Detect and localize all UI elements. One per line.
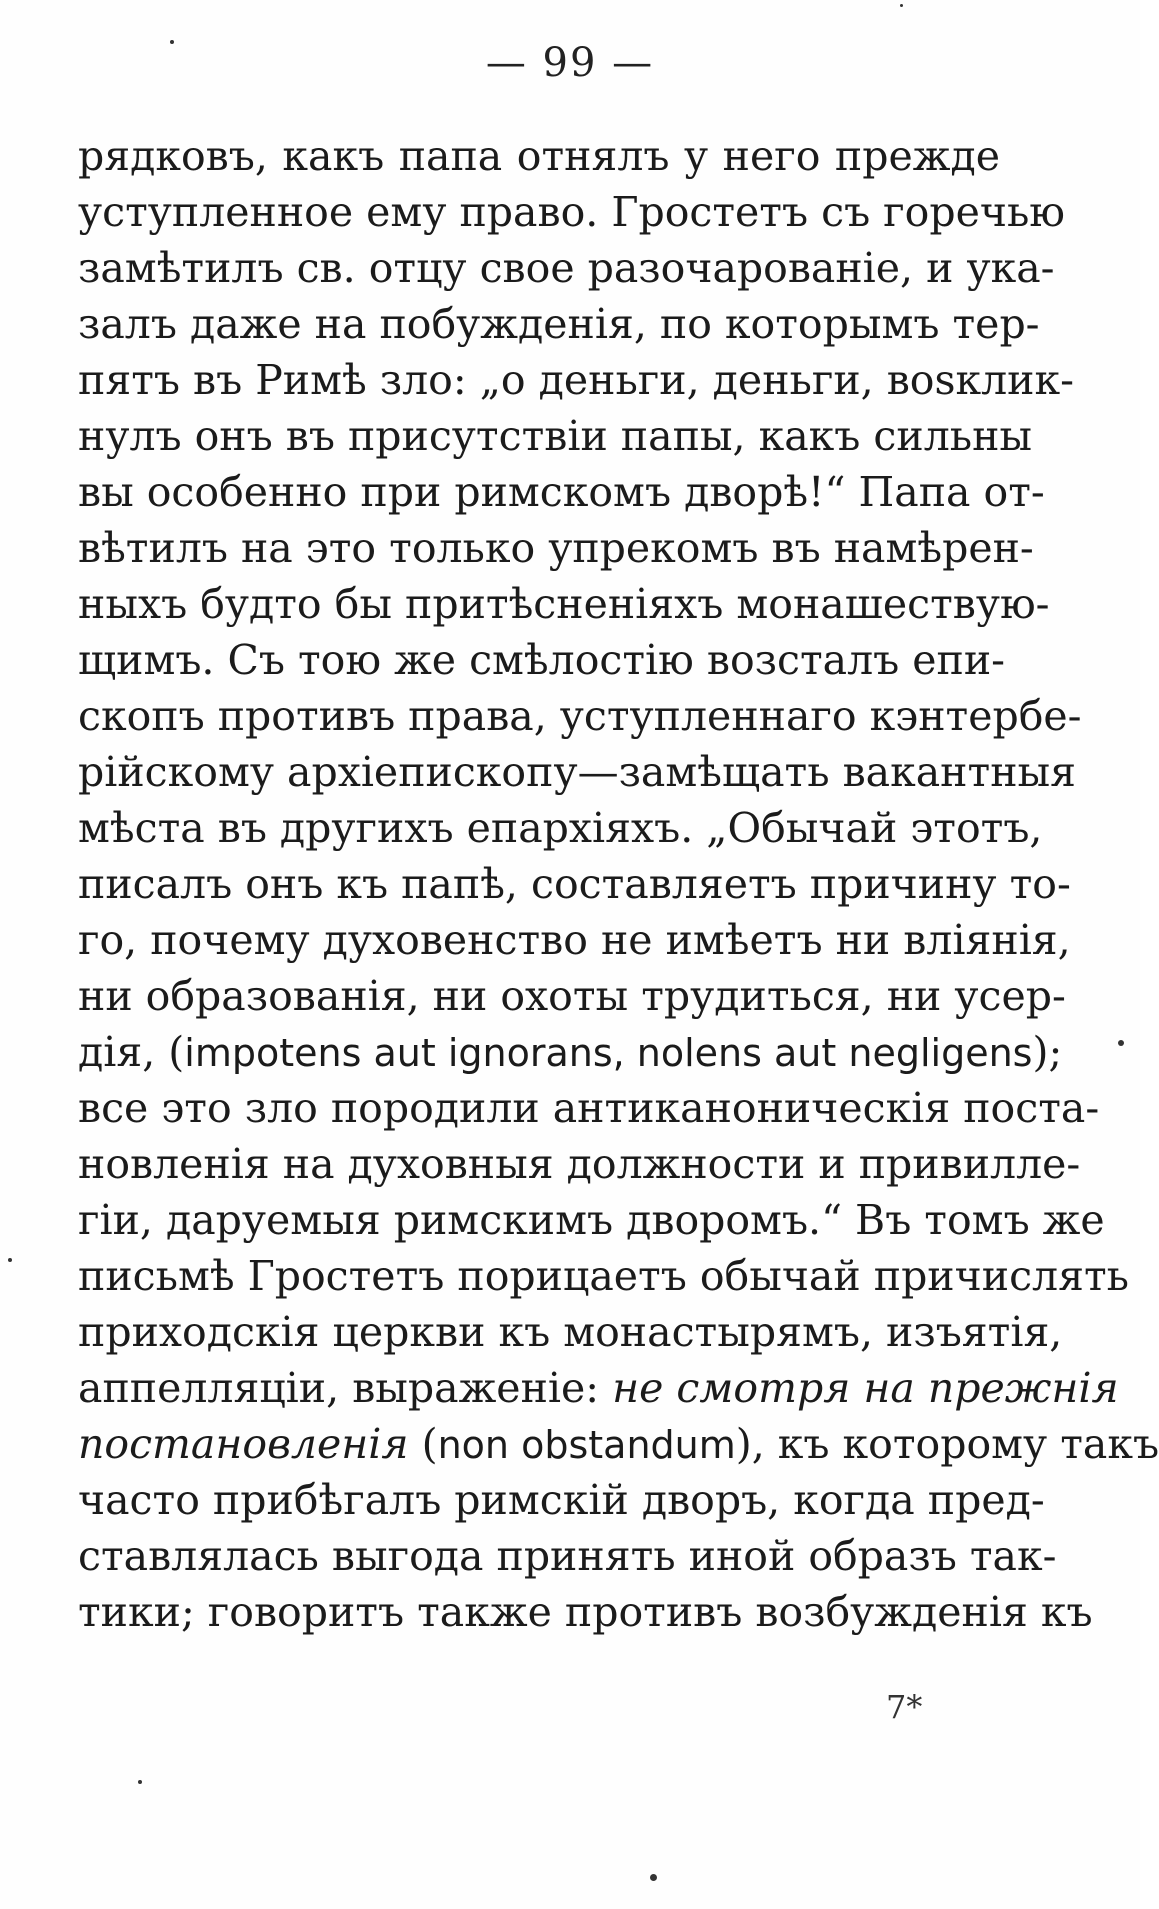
page-number: — 99 — [485,40,655,86]
text-line [78,1192,1105,1248]
text-line [78,240,1055,296]
line-text: мѣста въ другихъ епархіяхъ. „Обычай этотъ, [78,804,1043,852]
line-text: дія, ( [78,1028,185,1076]
text-line [78,1080,1100,1136]
text-line [78,1472,1045,1528]
line-text: щимъ. Съ тою же смѣлостію возсталъ епи- [78,636,1006,684]
line-text: все это зло породили антиканоническія поста- [78,1084,1100,1132]
text-line [78,576,1050,632]
text-line [78,184,1065,240]
line-text: вѣтилъ на это только упрекомъ въ намѣрен- [78,524,1034,572]
line-text: письмѣ Гростетъ порицаетъ обычай причислять [78,1252,1129,1300]
print-speck [900,4,903,7]
text-line [78,1136,1081,1192]
print-speck [650,1874,657,1881]
text-line [78,128,1000,184]
text-line [78,1304,1063,1360]
line-text: гіи, даруемыя римскимъ дворомъ.“ Въ томъ же [78,1196,1105,1244]
text-line [78,352,1074,408]
text-line [78,800,1043,856]
line-text: часто прибѣгалъ римскій дворъ, когда пред- [78,1476,1045,1524]
print-speck [8,1258,12,1262]
print-speck [138,1780,142,1784]
signature-mark: 7* [886,1688,923,1726]
print-speck [170,40,174,44]
text-line [78,296,1040,352]
line-text: скопъ противъ права, уступленнаго кэнтербе- [78,692,1082,740]
line-text: аппелляціи, выраженіе: [78,1364,613,1412]
line-text: ныхъ будто бы притѣсненіяхъ монашествую- [78,580,1050,628]
line-text: пятъ въ Римѣ зло: „о деньги, деньги, воsклик- [78,356,1074,404]
body-text [78,128,1159,1640]
text-line [78,632,1006,688]
line-text: ни образованія, ни охоты трудиться, ни усер- [78,972,1066,1020]
line-text: ставлялась выгода принять иной образъ так- [78,1532,1057,1580]
text-line [78,464,1045,520]
text-line [78,1024,1063,1080]
latin-quote: non obstandum [437,1423,736,1467]
text-line [78,1360,1119,1416]
text-line [78,520,1034,576]
text-line [78,744,1077,800]
line-text: вы особенно при римскомъ дворѣ!“ Папа от- [78,468,1045,516]
line-text: приходскія церкви къ монастырямъ, изъятія, [78,1308,1063,1356]
line-text: ); [1032,1028,1063,1076]
line-text: ), къ которому такъ [735,1420,1159,1468]
text-line [78,1416,1159,1472]
line-text: замѣтилъ св. отцу свое разочарованіе, и ука- [78,244,1055,292]
print-speck [1118,1040,1124,1046]
line-text: уступленное ему право. Гростетъ съ горечью [78,188,1065,236]
text-line [78,912,1071,968]
line-text: го, почему духовенство не имѣетъ ни вліянія, [78,916,1071,964]
line-text: ( [408,1420,438,1468]
line-text: новленія на духовныя должности и привилле- [78,1140,1081,1188]
text-line [78,1528,1057,1584]
line-text: рядковъ, какъ папа отнялъ у него прежде [78,132,1000,180]
line-text: писалъ онъ къ папѣ, составляетъ причину то- [78,860,1071,908]
line-text: нулъ онъ въ присутствіи папы, какъ сильны [78,412,1033,460]
italic-phrase: постановленія [78,1420,409,1468]
text-line [78,688,1082,744]
text-line [78,1248,1129,1304]
text-line [78,408,1033,464]
latin-quote: impotens aut ignorans, nolens aut negligens [184,1031,1033,1075]
text-line [78,968,1066,1024]
text-line [78,856,1071,912]
italic-phrase: не смотря на прежнія [612,1364,1119,1412]
text-line [78,1584,1093,1640]
line-text: рійскому архіепископу—замѣщать вакантныя [78,748,1077,796]
line-text: тики; говоритъ также противъ возбужденія къ [78,1588,1093,1636]
line-text: залъ даже на побужденія, по которымъ тер- [78,300,1040,348]
